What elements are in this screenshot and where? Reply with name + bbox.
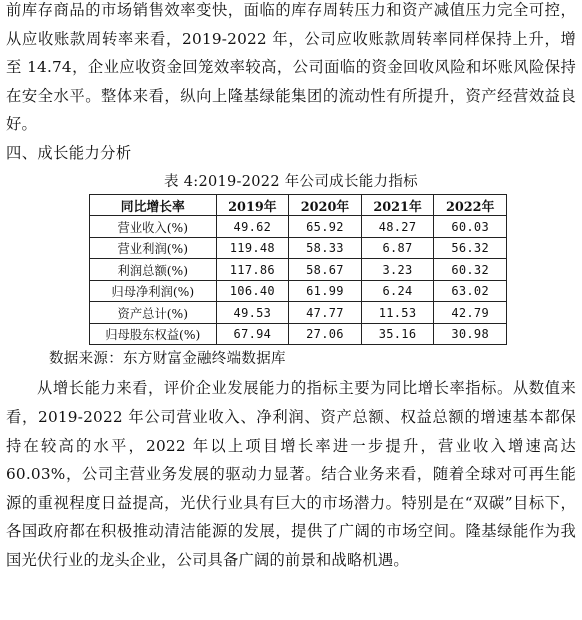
row-label: 利润总额(%) bbox=[90, 259, 217, 281]
header-cell: 2022年 bbox=[434, 194, 507, 216]
header-cell: 同比增长率 bbox=[90, 194, 217, 216]
header-cell: 2021年 bbox=[361, 194, 434, 216]
table-cell: 47.77 bbox=[289, 302, 362, 324]
table-cell: 30.98 bbox=[434, 323, 507, 345]
row-label: 资产总计(%) bbox=[90, 302, 217, 324]
row-label: 营业收入(%) bbox=[90, 216, 217, 238]
table-cell: 65.92 bbox=[289, 216, 362, 238]
table-row bbox=[90, 237, 507, 259]
table-row bbox=[90, 216, 507, 238]
table-cell: 48.27 bbox=[361, 216, 434, 238]
table-cell: 117.86 bbox=[216, 259, 289, 281]
table-header-row bbox=[90, 194, 507, 216]
header-cell: 2020年 bbox=[289, 194, 362, 216]
growth-ability-table bbox=[89, 194, 507, 346]
table-cell: 6.87 bbox=[361, 237, 434, 259]
table-cell: 27.06 bbox=[289, 323, 362, 345]
table-cell: 6.24 bbox=[361, 280, 434, 302]
table-cell: 58.67 bbox=[289, 259, 362, 281]
table-cell: 3.23 bbox=[361, 259, 434, 281]
table-cell: 60.32 bbox=[434, 259, 507, 281]
table-cell: 42.79 bbox=[434, 302, 507, 324]
table-cell: 35.16 bbox=[361, 323, 434, 345]
table-cell: 67.94 bbox=[216, 323, 289, 345]
table-cell: 60.03 bbox=[434, 216, 507, 238]
table-row bbox=[90, 323, 507, 345]
table-cell: 63.02 bbox=[434, 280, 507, 302]
section-heading: 四、成长能力分析 bbox=[6, 143, 132, 162]
table-cell: 58.33 bbox=[289, 237, 362, 259]
row-label: 营业利润(%) bbox=[90, 237, 217, 259]
header-cell: 2019年 bbox=[216, 194, 289, 216]
table-cell: 56.32 bbox=[434, 237, 507, 259]
table-row bbox=[90, 302, 507, 324]
intro-paragraph: 前库存商品的市场销售效率变快，面临的库存周转压力和资产减值压力完全可控，从应收账款周转率来看，2019-2022 年，公司应收账款周转率同样保持上升，增至 14.74，企业应收资金回笼效率较高，公司面临的资金回收风险和坏账风险保持在安全水平。整体来看，纵向上隆基绿能集团的流动性有所提升，资产经营效益良好。 bbox=[6, 1, 576, 134]
table-cell: 49.62 bbox=[216, 216, 289, 238]
analysis-paragraph: 从增长能力来看，评价企业发展能力的指标主要为同比增长率指标。从数值来看，2019-2022 年公司营业收入、净利润、资产总额、权益总额的增速基本都保持在较高的水平，2022 年以上项目增长率进一步提升，营业收入增速高达 60.03%，公司主营业务发展的驱动力显著。结合业务来看，随着全球对可再生能源的重视程度日益提高，光伏行业具有巨大的市场潜力。特别是在“双碳”目标下，各国政府都在积极推动清洁能源的发展，提供了广阔的市场空间。隆基绿能作为我国光伏行业的龙头企业，公司具备广阔的前景和战略机遇。 bbox=[6, 379, 576, 570]
table-row bbox=[90, 280, 507, 302]
table-cell: 119.48 bbox=[216, 237, 289, 259]
table-caption: 表 4:2019-2022 年公司成长能力指标 bbox=[164, 173, 418, 190]
table-row bbox=[90, 259, 507, 281]
table-cell: 61.99 bbox=[289, 280, 362, 302]
row-label: 归母净利润(%) bbox=[90, 280, 217, 302]
data-source-note: 数据来源：东方财富金融终端数据库 bbox=[49, 351, 286, 368]
table-cell: 106.40 bbox=[216, 280, 289, 302]
table-cell: 49.53 bbox=[216, 302, 289, 324]
row-label: 归母股东权益(%) bbox=[90, 323, 217, 345]
table-cell: 11.53 bbox=[361, 302, 434, 324]
